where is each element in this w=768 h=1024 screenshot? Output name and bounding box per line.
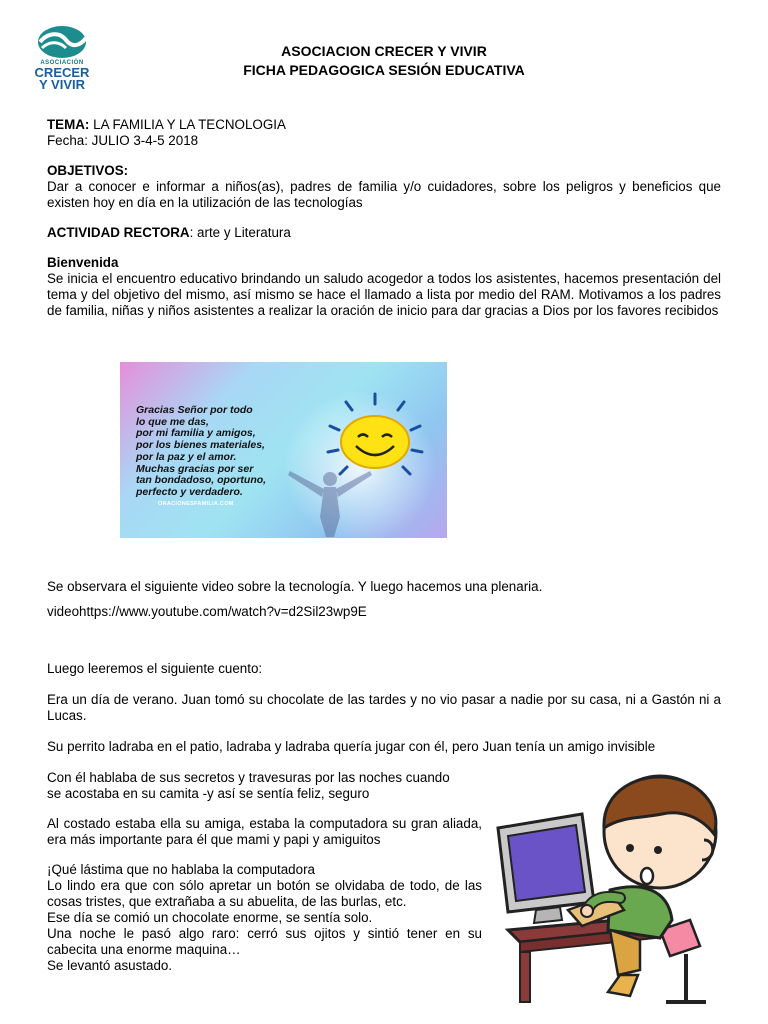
actividad-section (47, 225, 721, 241)
fecha-text: Fecha: JULIO 3-4-5 2018 (47, 133, 199, 148)
objetivos-label: OBJETIVOS: (47, 163, 129, 178)
header-title: ASOCIACION CRECER Y VIVIR (281, 43, 487, 59)
logo-text-top: ASOCIACIÓN (40, 60, 84, 66)
tema-value: LA FAMILIA Y LA TECNOLOGIA (89, 117, 286, 132)
video-link[interactable]: videohttps://www.youtube.com/watch?v=d2Sil23wp9E (47, 604, 367, 619)
prayer-text: Gracias Señor por todo lo que me das, por mi familia y amigos, por los bienes materiales, por la paz y el amor. Muchas gracias por ser tan bondadoso, oportuno, perfecto y verdadero. (136, 404, 267, 498)
tema-section (47, 117, 721, 149)
bienvenida-text: Se inicia el encuentro educativo brindando un saludo acogedor a todos los asistentes, hacemos presentación del tema y del objetivo del mismo, así mismo se hace el llamado a lista por medio del RAM. Motivamos a los padres de familia, niñas y niños asistentes a realizar la oración de inicio para dar gracias a Dios por los favores recibidos (47, 271, 721, 318)
cuento-paragraph-1: Era un día de verano. Juan tomó su chocolate de las tardes y no vio pasar a nadie por su casa, ni a Gastón ni a Lucas. (47, 692, 721, 723)
cuento-paragraph-3: Con él hablaba de sus secretos y travesuras por las noches cuando se acostaba en su camita -y así se sentía feliz, seguro (47, 770, 450, 801)
cuento-paragraph-4: Al costado estaba ella su amiga, estaba la computadora su gran aliada, era más importante para él que mami y papi y amiguitos (47, 816, 482, 847)
tema-label: TEMA: (47, 117, 90, 132)
header-subtitle: FICHA PEDAGOGICA SESIÓN EDUCATIVA (243, 62, 525, 78)
cuento-paragraph-2: Su perrito ladraba en el patio, ladraba y ladraba quería jugar con él, pero Juan tenía un amigo invisible (47, 739, 656, 754)
objetivos-text: Dar a conocer e informar a niños(as), padres de familia y/o cuidadores, sobre los peligros y beneficios que existen hoy en día en la utilización de las tecnologías (47, 179, 721, 210)
boy-computer-illustration (490, 770, 730, 1010)
prayer-image (120, 362, 447, 538)
logo-text-bottom: Y VIVIR (38, 77, 85, 92)
logo-text-middle: CRECER (34, 65, 90, 80)
cuento-paragraph-5: ¡Qué lástima que no hablaba la computadora Lo lindo era que con sólo apretar un botón se olvidaba de todo, de las cosas tristes, que extrañaba a su abuelita, de las burlas, etc. Ese día se comió un chocolate enorme, se sentía solo. Una noche le pasó algo raro: cerró sus ojitos y sintió tener en su cabecita una enorme maquina… Se levantó asustado. (47, 862, 482, 973)
bienvenida-section (47, 255, 721, 319)
actividad-value: : arte y Literatura (189, 225, 291, 240)
document-header (0, 42, 768, 80)
video-intro: Se observara el siguiente video sobre la tecnología. Y luego hacemos una plenaria. (47, 579, 543, 594)
bienvenida-label: Bienvenida (47, 255, 119, 270)
actividad-label: ACTIVIDAD RECTORA (47, 225, 190, 240)
objetivos-section (47, 163, 721, 211)
prayer-site-text: ORACIONESFAMILIA.COM (158, 501, 234, 507)
cuento-intro: Luego leeremos el siguiente cuento: (47, 661, 263, 676)
